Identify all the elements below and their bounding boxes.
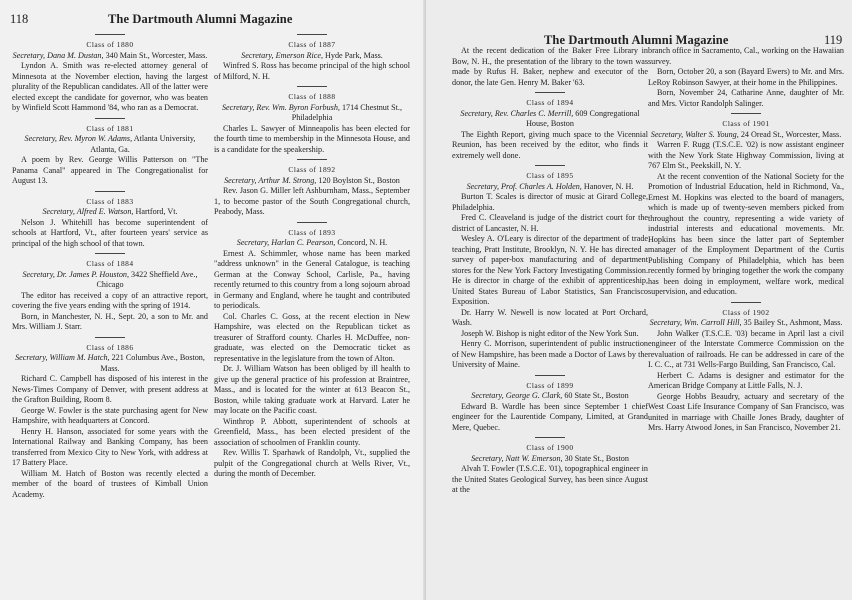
class-heading: Class of 1881 [86, 123, 134, 133]
section-rule [95, 118, 125, 119]
note-paragraph: Charles L. Sawyer of Minneapolis has been elected for the fourth time to membership in the Minnesota House, and is a candidate for the speakership. [214, 123, 410, 154]
secretary-name: Secretary, Harlan C. Pearson, [236, 238, 336, 247]
secretary-name: Secretary, Wm. Carroll Hill, [649, 318, 742, 327]
class-heading: Class of 1880 [86, 40, 134, 49]
secretary-name: Secretary, Dana M. Dustan, [12, 50, 104, 60]
secretary-name: Secretary, Walter S. Young, [650, 129, 739, 139]
secretary-address: Concord, N. H. [337, 238, 388, 247]
class-heading: Class of 1901 [722, 119, 770, 128]
secretary-address: 340 Main St., Worcester, Mass. [105, 50, 208, 60]
secretary-address: 60 State St., Boston [564, 391, 629, 400]
class-note-block [12, 253, 208, 333]
note-paragraph: The Eighth Report, giving much space to the Vicennial Reunion, has been received by the editor, who finds it extremely well done. [452, 129, 648, 160]
note-paragraph: At the recent dedication of the Baker Free Library in Bow, N. H., the presentation of the library to the town was made by Rufus H. Baker, nephew and executor of the donor, the late Gen. Henry M. Baker '63. [452, 46, 648, 87]
secretary-address: Hanover, N. H. [583, 181, 634, 191]
left-column-1 [12, 30, 208, 501]
class-heading: Class of 1895 [526, 171, 574, 180]
section-rule [297, 159, 327, 160]
secretary-line [12, 207, 208, 218]
secretary-line [452, 454, 648, 465]
class-note-block [214, 86, 410, 155]
note-paragraph: Rev. Willis T. Sparhawk of Randolph, Vt., supplied the pulpit of the Congregational church at Wells River, Vt., during the month of December. [214, 448, 410, 478]
class-note-block [214, 222, 410, 480]
note-paragraph: Born, November 24, Catharine Anne, daughter of Mr. and Mrs. Victor Randolph Salinger. [648, 88, 844, 108]
class-heading: Class of 1892 [288, 165, 336, 174]
note-paragraph: Dr. J. William Watson has been obliged by ill health to give up the general practice of his profession at Braintree, Mass., and is located for the winter at 613 Beacon St., Boston, while taking graduate work at Harvard. Later he may locate on the Pacific coast. [214, 364, 410, 415]
class-heading: Class of 1883 [86, 196, 134, 206]
section-rule [297, 34, 327, 35]
secretary-name: Secretary, Natt W. Emerson, [471, 453, 563, 463]
secretary-address: Hartford, Vt. [135, 207, 178, 216]
class-note-block [214, 159, 410, 218]
note-paragraph: Alvah T. Fowler (T.S.C.E. '01), topographical engineer in the United States Geological Survey, has been since August at the [452, 464, 648, 494]
note-paragraph: Rev. Jason G. Miller left Ashburnham, Mass., September 1, to become pastor of the South Congregational church, Peabody, Mass. [214, 186, 410, 216]
class-heading: Class of 1884 [86, 259, 134, 268]
secretary-line [214, 238, 410, 249]
secretary-line [12, 353, 208, 374]
note-paragraph: Col. Charles C. Goss, at the recent election in New Hampshire, was elected on the Republican ticket as treasurer of Strafford county. Charles H. McDuffee, non-graduate, was elected on the Democratic ticket as representative in the legislature from the town of Alton. [214, 311, 410, 363]
class-heading: Class of 1902 [722, 307, 770, 317]
section-rule [535, 437, 565, 438]
right-column-2 [648, 46, 844, 435]
secretary-address: 35 Bailey St., Ashmont, Mass. [743, 318, 843, 327]
class-note-block [12, 34, 208, 114]
note-paragraph: William M. Hatch of Boston was recently elected a member of the board of trustees of Kimball Union Academy. [12, 468, 208, 499]
note-paragraph: Burton T. Scales is director of music at Girard College, Philadelphia. [452, 192, 648, 212]
secretary-name: Secretary, George G. Clark, [471, 391, 563, 400]
left-page-number: 118 [10, 12, 29, 26]
secretary-address: Hyde Park, Mass. [325, 50, 383, 60]
secretary-line [12, 51, 208, 62]
note-paragraph: Warren F. Rugg (T.S.C.E. '02) is now assistant engineer with the New York State Highway Commission, living at 767 Elm St., Peekskill, N. Y. [648, 140, 844, 170]
section-rule [535, 92, 565, 93]
note-paragraph: Henry C. Morrison, superintendent of public instruction of New Hampshire, has been made a Doctor of Laws by the University of Maine. [452, 339, 648, 369]
note-paragraph: Born, in Manchester, N. H., Sept. 20, a son to Mr. and Mrs. William J. Starr. [12, 311, 208, 331]
class-heading: Class of 1888 [288, 92, 336, 101]
left-running-head: The Dartmouth Alumni Magazine [108, 12, 293, 26]
right-page-number: 119 [824, 33, 843, 47]
secretary-name: Secretary, Rev. Myron W. Adams, [24, 134, 133, 143]
secretary-address: 609 Congregational House, Boston [526, 108, 640, 128]
class-note-block [12, 118, 208, 187]
note-paragraph: George Hobbs Beaudry, actuary and secretary of the West Coast Life Insurance Company of San Francisco, was united in marriage with Chaille Jones Brady, daughter of Mrs. Harry Atwood Jones, in San Francisco, November 21. [648, 391, 844, 432]
class-note-block [452, 46, 648, 88]
secretary-address: 3422 Sheffield Ave., Chicago [96, 269, 198, 289]
secretary-line [452, 391, 648, 402]
class-note-block [214, 34, 410, 82]
secretary-address: 1714 Chestnut St., Philadelphia [291, 102, 402, 122]
secretary-line [12, 134, 208, 155]
note-paragraph: Henry H. Hanson, associated for some years with the International Railway and Banking Company, has been transferred from Mexico City to New York, with address at 17 Battery Place. [12, 426, 208, 467]
left-column-2 [214, 30, 410, 481]
secretary-line [648, 318, 844, 329]
note-paragraph: Nelson J. Whitehill has become superintendent of schools at Hartford, Vt., after fourteen years' service as principal of the high school of that town. [12, 217, 208, 248]
note-paragraph: John Walker (T.S.C.E. '03) became in April last a civil engineer of the Interstate Commerce Commission on the revaluation of railroads. He can be addressed in care of the I. C. C., at 731 Wells-Fargo Building, San Francisco, Cal. [648, 328, 844, 369]
right-page [426, 0, 852, 600]
class-heading: Class of 1899 [526, 380, 574, 390]
note-paragraph: Winfred S. Ross has become principal of the high school of Milford, N. H. [214, 61, 410, 81]
note-paragraph: At the recent convention of the National Society for the Promotion of Industrial Education, held in Richmond, Va., Ernest M. Hopkins was elected to the board of managers, which is made up of twenty-seven members picked from throughout the country, representing a wide variety of industrial interests and educational movements. Mr. Hopkins has been since the latter part of September manager of the Employment Department of the Curtis Publishing Company of Philadelphia, which has been recently formed by bringing together the work the company has been doing in employment, welfare work, medical supervision, and education. [648, 171, 844, 296]
secretary-line [648, 130, 844, 141]
class-note-block [452, 92, 648, 161]
class-note-block [648, 46, 844, 109]
note-paragraph: Fred C. Cleaveland is judge of the district court for the district of Lancaster, N. H. [452, 213, 648, 233]
section-rule [731, 113, 761, 114]
note-paragraph: Edward B. Wardle has been since September 1 chief engineer for the Laurentide Company, Limited, at Grand Mere, Quebec. [452, 401, 648, 432]
note-paragraph: A poem by Rev. George Willis Patterson on "The Panama Canal" appeared in The Congregationalist for August 13. [12, 155, 208, 185]
secretary-name: Secretary, Dr. James P. Houston, [22, 269, 129, 279]
note-paragraph: Dr. Harry W. Newell is now located at Port Orchard, Wash. [452, 307, 648, 327]
class-note-block [648, 113, 844, 298]
class-heading: Class of 1886 [86, 342, 134, 352]
class-note-block [12, 337, 208, 501]
class-heading: Class of 1894 [526, 98, 574, 107]
secretary-line [452, 182, 648, 193]
note-paragraph: Herbert C. Adams is designer and estimator for the American Bridge Company at Little Falls, N. J. [648, 370, 844, 390]
section-rule [297, 222, 327, 223]
note-paragraph: Winthrop P. Abbott, superintendent of schools at Greenfield, Mass., has been elected president of the association of schoolmen of Franklin county. [214, 416, 410, 447]
class-note-block [452, 375, 648, 434]
note-paragraph: Richard C. Campbell has disposed of his interest in the News-Times Company of Denver, with present address at the Grafton Building, Room 8. [12, 374, 208, 404]
note-paragraph: Joseph W. Bishop is night editor of the New York Sun. [461, 328, 639, 338]
class-note-block [452, 437, 648, 496]
section-rule [535, 375, 565, 376]
note-paragraph: Born, October 20, a son (Bayard Ewers) to Mr. and Mrs. LeRoy Robinson Sawyer, at their home in the Philippines. [648, 67, 844, 87]
secretary-address: 24 Oread St., Worcester, Mass. [740, 129, 842, 139]
class-note-block [12, 191, 208, 250]
secretary-name: Secretary, Rev. Wm. Byron Forbush, [221, 102, 340, 112]
secretary-address: 221 Columbus Ave., Boston, Mass. [100, 353, 205, 373]
section-rule [731, 302, 761, 303]
class-heading: Class of 1893 [288, 227, 336, 237]
class-heading: Class of 1900 [526, 443, 574, 452]
secretary-address: Atlanta University, Atlanta, Ga. [90, 134, 196, 154]
right-running-head: The Dartmouth Alumni Magazine [544, 33, 729, 47]
secretary-name: Secretary, William M. Hatch, [15, 353, 110, 362]
note-paragraph: The editor has received a copy of an attractive report, covering the five years ending with the spring of 1914. [12, 290, 208, 310]
secretary-line [214, 103, 410, 124]
note-paragraph: George W. Fowler is the state purchasing agent for New Hampshire, with headquarters at Concord. [12, 405, 208, 425]
secretary-name: Secretary, Arthur M. Strong, [224, 175, 317, 185]
secretary-name: Secretary, Emerson Rice, [241, 50, 323, 60]
note-paragraph: Ernest A. Schimmler, whose name has been marked "address unknown" in the General Catalogue, is teaching German at the Conway School, Carlisle, Pa., having recently returned to this country from a long sojourn abroad in Germany and England, where he taught and contributed to periodicals. [214, 248, 410, 310]
section-rule [95, 191, 125, 192]
section-rule [95, 34, 125, 35]
section-rule [297, 86, 327, 87]
note-paragraph: branch office in Sacramento, Cal., working on the Hawaiian survey. [648, 46, 844, 66]
class-heading: Class of 1887 [288, 40, 336, 49]
section-rule [95, 337, 125, 338]
secretary-line [12, 270, 208, 291]
right-column-1 [452, 46, 648, 497]
note-paragraph: Wesley A. O'Leary is director of the department of trade teaching, Pratt Institute, Brooklyn, N. Y. He has directed a survey of paper-box manufacturing and of department stores for the New York Factory Investigating Commission. He is director in charge of the exhibit of apprenticeship, United States Bureau of Labor Statistics, San Francisco Exposition. [452, 234, 648, 306]
left-page [0, 0, 425, 600]
secretary-line [214, 51, 410, 62]
note-paragraph: Lyndon A. Smith was re-elected attorney general of Minnesota at the November election, having the largest plurality of the Republican candidates. All of the latter were elected except the candidate for governor, who was beaten by Winfield Scott Hammond '84, who ran as a Democrat. [12, 61, 208, 112]
secretary-line [452, 109, 648, 130]
secretary-address: 30 State St., Boston [564, 453, 629, 463]
secretary-name: Secretary, Alfred E. Watson, [42, 207, 134, 216]
class-note-block [648, 302, 844, 434]
secretary-name: Secretary, Rev. Charles C. Merrill, [460, 108, 574, 118]
section-rule [95, 253, 125, 254]
section-rule [535, 165, 565, 166]
secretary-name: Secretary, Prof. Charles A. Holden, [466, 181, 582, 191]
secretary-address: 120 Boylston St., Boston [318, 175, 400, 185]
secretary-line [214, 176, 410, 187]
class-note-block [452, 165, 648, 371]
